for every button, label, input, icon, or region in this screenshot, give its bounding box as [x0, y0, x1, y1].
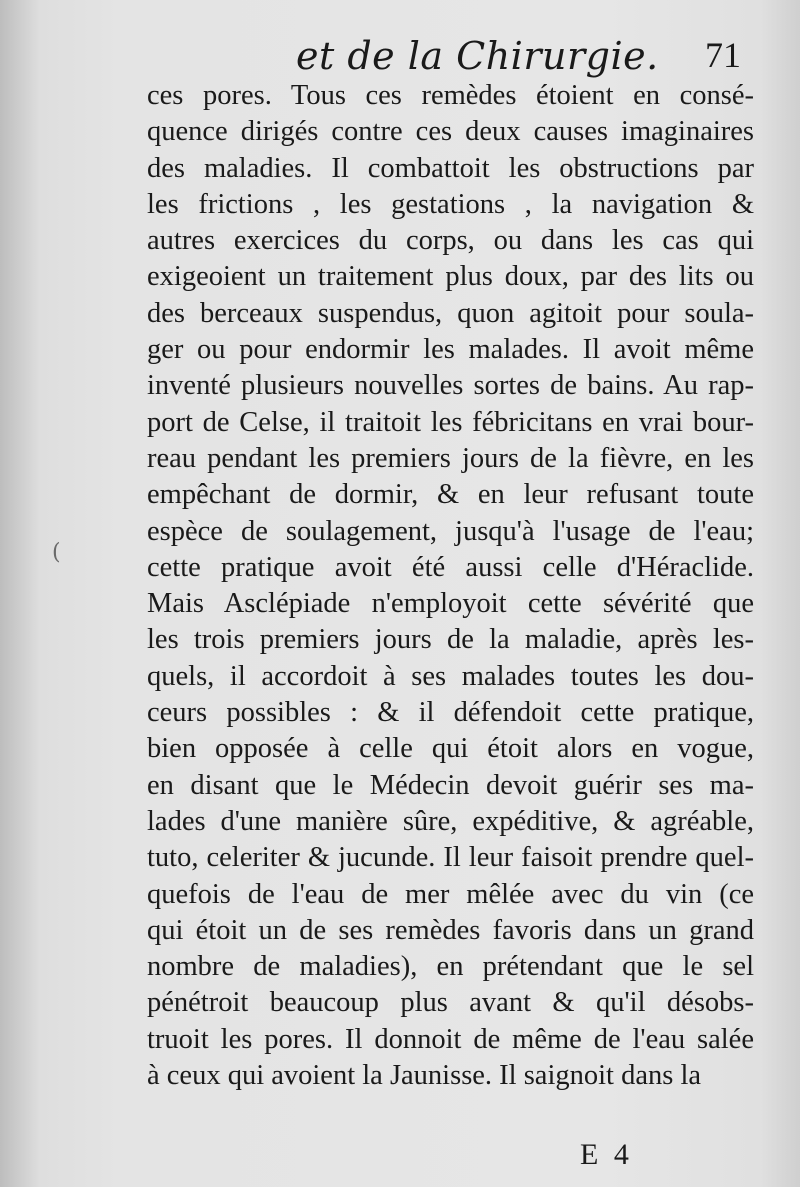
text-line: truoit les pores. Il donnoit de même de l'eau salée: [147, 1023, 754, 1055]
text-line: ceurs possibles : & il défendoit cette pratique,: [147, 697, 754, 729]
text-line: exigeoient un traitement plus doux, par des lits ou: [147, 261, 754, 293]
text-line: des berceaux suspendus, quon agitoit pour soula-: [147, 297, 754, 329]
text-line: autres exercices du corps, ou dans les cas qui: [147, 225, 754, 257]
text-line: en disant que le Médecin devoit guérir ses ma-: [147, 769, 754, 801]
text-line: lades d'une manière sûre, expéditive, & agréable,: [147, 805, 754, 837]
text-line: quels, il accordoit à ses malades toutes les dou-: [147, 660, 754, 692]
text-line: inventé plusieurs nouvelles sortes de bains. Au rap-: [147, 370, 754, 402]
signature-mark: E 4: [580, 1138, 633, 1171]
body-text: [147, 78, 757, 1094]
text-line: quence dirigés contre ces deux causes imaginaires: [147, 116, 754, 148]
text-line: des maladies. Il combattoit les obstructions par: [147, 152, 754, 184]
text-line: quefois de l'eau de mer mêlée avec du vin (ce: [147, 878, 754, 910]
text-line: bien opposée à celle qui étoit alors en vogue,: [147, 733, 754, 765]
text-line: nombre de maladies), en prétendant que le sel: [147, 951, 754, 983]
text-line: les frictions , les gestations , la navigation &: [147, 188, 754, 220]
text-line: Mais Asclépiade n'employoit cette sévérité que: [147, 588, 754, 620]
page-number: 71: [705, 35, 741, 75]
text-line: espèce de soulagement, jusqu'à l'usage de l'eau;: [147, 515, 754, 547]
running-title: et de la Chirurgie.: [296, 34, 659, 78]
text-line: ger ou pour endormir les malades. Il avoit même: [147, 334, 754, 366]
text-line: port de Celse, il traitoit les fébricitans en vrai bour-: [147, 406, 754, 438]
text-line: à ceux qui avoient la Jaunisse. Il saignoit dans la: [147, 1060, 702, 1092]
margin-mark: (: [52, 540, 61, 565]
text-line: pénétroit beaucoup plus avant & qu'il désobs-: [147, 987, 754, 1019]
text-line: qui étoit un de ses remèdes favoris dans un grand: [147, 914, 754, 946]
text-line: reau pendant les premiers jours de la fièvre, en les: [147, 442, 754, 474]
text-line: ces pores. Tous ces remèdes étoient en consé-: [147, 80, 754, 111]
text-line: les trois premiers jours de la maladie, après les-: [147, 624, 754, 656]
text-line: empêchant de dormir, & en leur refusant toute: [147, 479, 754, 511]
text-line: tuto, celeriter & jucunde. Il leur faisoit prendre quel-: [147, 842, 754, 874]
text-line: cette pratique avoit été aussi celle d'Héraclide.: [147, 551, 754, 583]
